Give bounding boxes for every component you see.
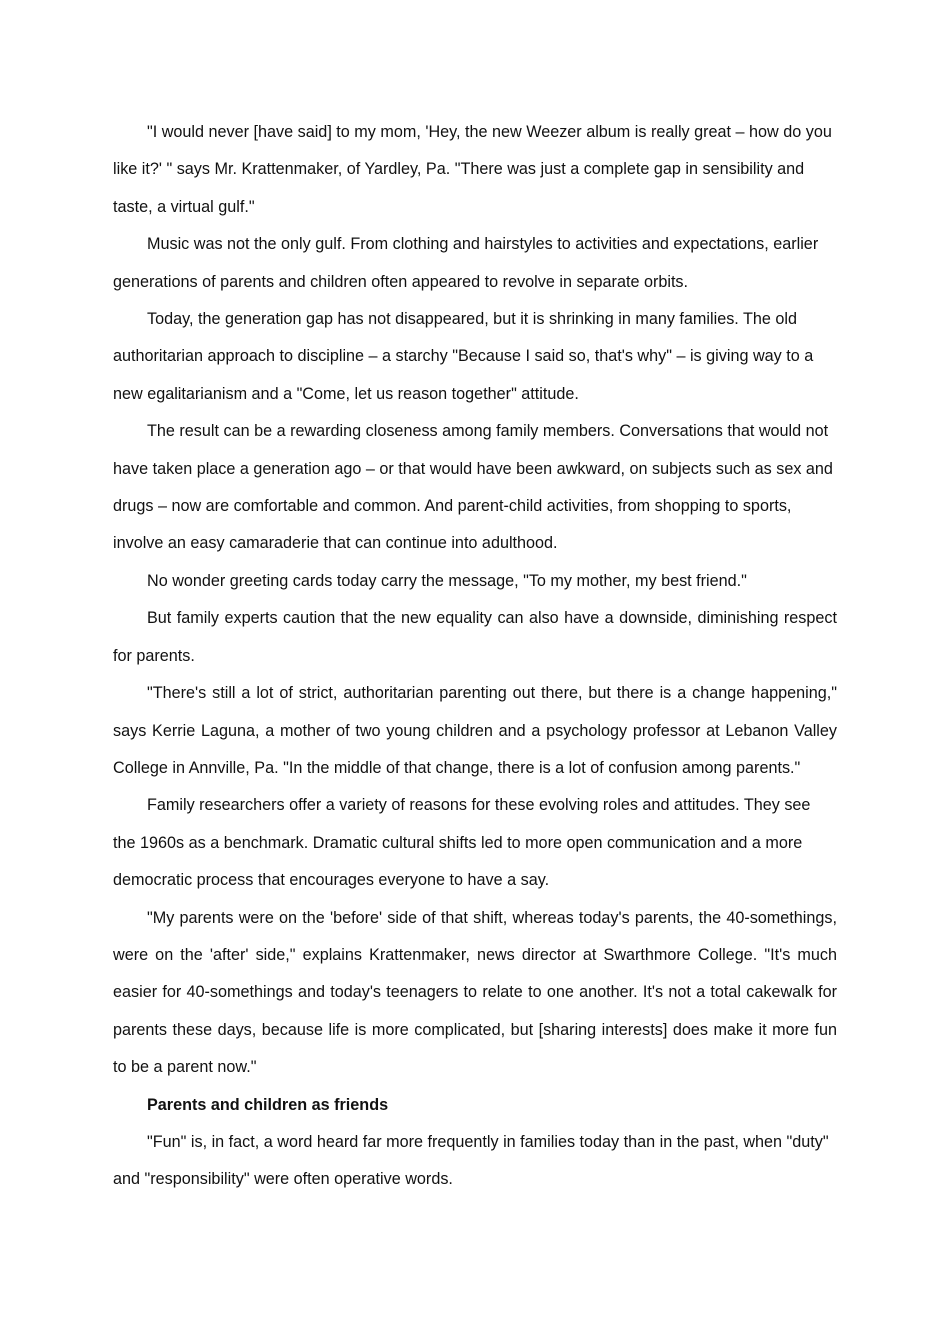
paragraph-researchers: Family researchers offer a variety of reasons for these evolving roles and attitudes. They see the 1960s as a benchmark. Dramatic cultural shifts led to more open communication and a more democratic process that encourages everyone to have a say. xyxy=(113,796,811,890)
paragraph-laguna-quote: "There's still a lot of strict, authoritarian parenting out there, but there is a change happening," says Kerrie Laguna, a mother of two young children and a psychology professor at Lebanon Valley College in Annville, Pa. "In the middle of that change, there is a lot of confusion among parents." xyxy=(113,684,837,777)
document-page xyxy=(113,114,837,1199)
paragraph-closeness: The result can be a rewarding closeness among family members. Conversations that would not have taken place a generation ago – or that would have been awkward, on subjects such as sex and drugs – now are comfortable and common. And parent-child activities, from shopping to sports, involve an easy camaraderie that can continue into adulthood. xyxy=(113,422,833,553)
paragraph-music-gulf: Music was not the only gulf. From clothing and hairstyles to activities and expectations, earlier generations of parents and children often appeared to revolve in separate orbits. xyxy=(113,235,819,291)
paragraph-fun: "Fun" is, in fact, a word heard far more frequently in families today than in the past, when "duty" and "responsibility" were often operative words. xyxy=(113,1132,829,1189)
paragraph-generation-gap: Today, the generation gap has not disappeared, but it is shrinking in many families. The old authoritarian approach to discipline – a starchy "Because I said so, that's why" – is giving way to a new egalitarianism and a "Come, let us reason together" attitude. xyxy=(113,310,814,403)
paragraph-downside: But family experts caution that the new equality can also have a downside, diminishing respect for parents. xyxy=(113,609,837,665)
paragraph-greeting-cards: No wonder greeting cards today carry the message, "To my mother, my best friend." xyxy=(147,571,747,590)
section-subheading: Parents and children as friends xyxy=(147,1095,389,1114)
paragraph-krattenmaker-quote: "My parents were on the 'before' side of that shift, whereas today's parents, the 40-somethings, were on the 'after' side," explains Krattenmaker, news director at Swarthmore College. "It's much easier for 40-somethings and today's teenagers to relate to one another. It's not a total cakewalk for parents these days, because life is more complicated, but [sharing interests] does make it more fun to be a parent now." xyxy=(113,908,837,1077)
paragraph-weezer-quote: "I would never [have said] to my mom, 'Hey, the new Weezer album is really great – how do you like it?' " says Mr. Krattenmaker, of Yardley, Pa. "There was just a complete gap in sensibility and taste, a virtual gulf." xyxy=(113,123,832,216)
